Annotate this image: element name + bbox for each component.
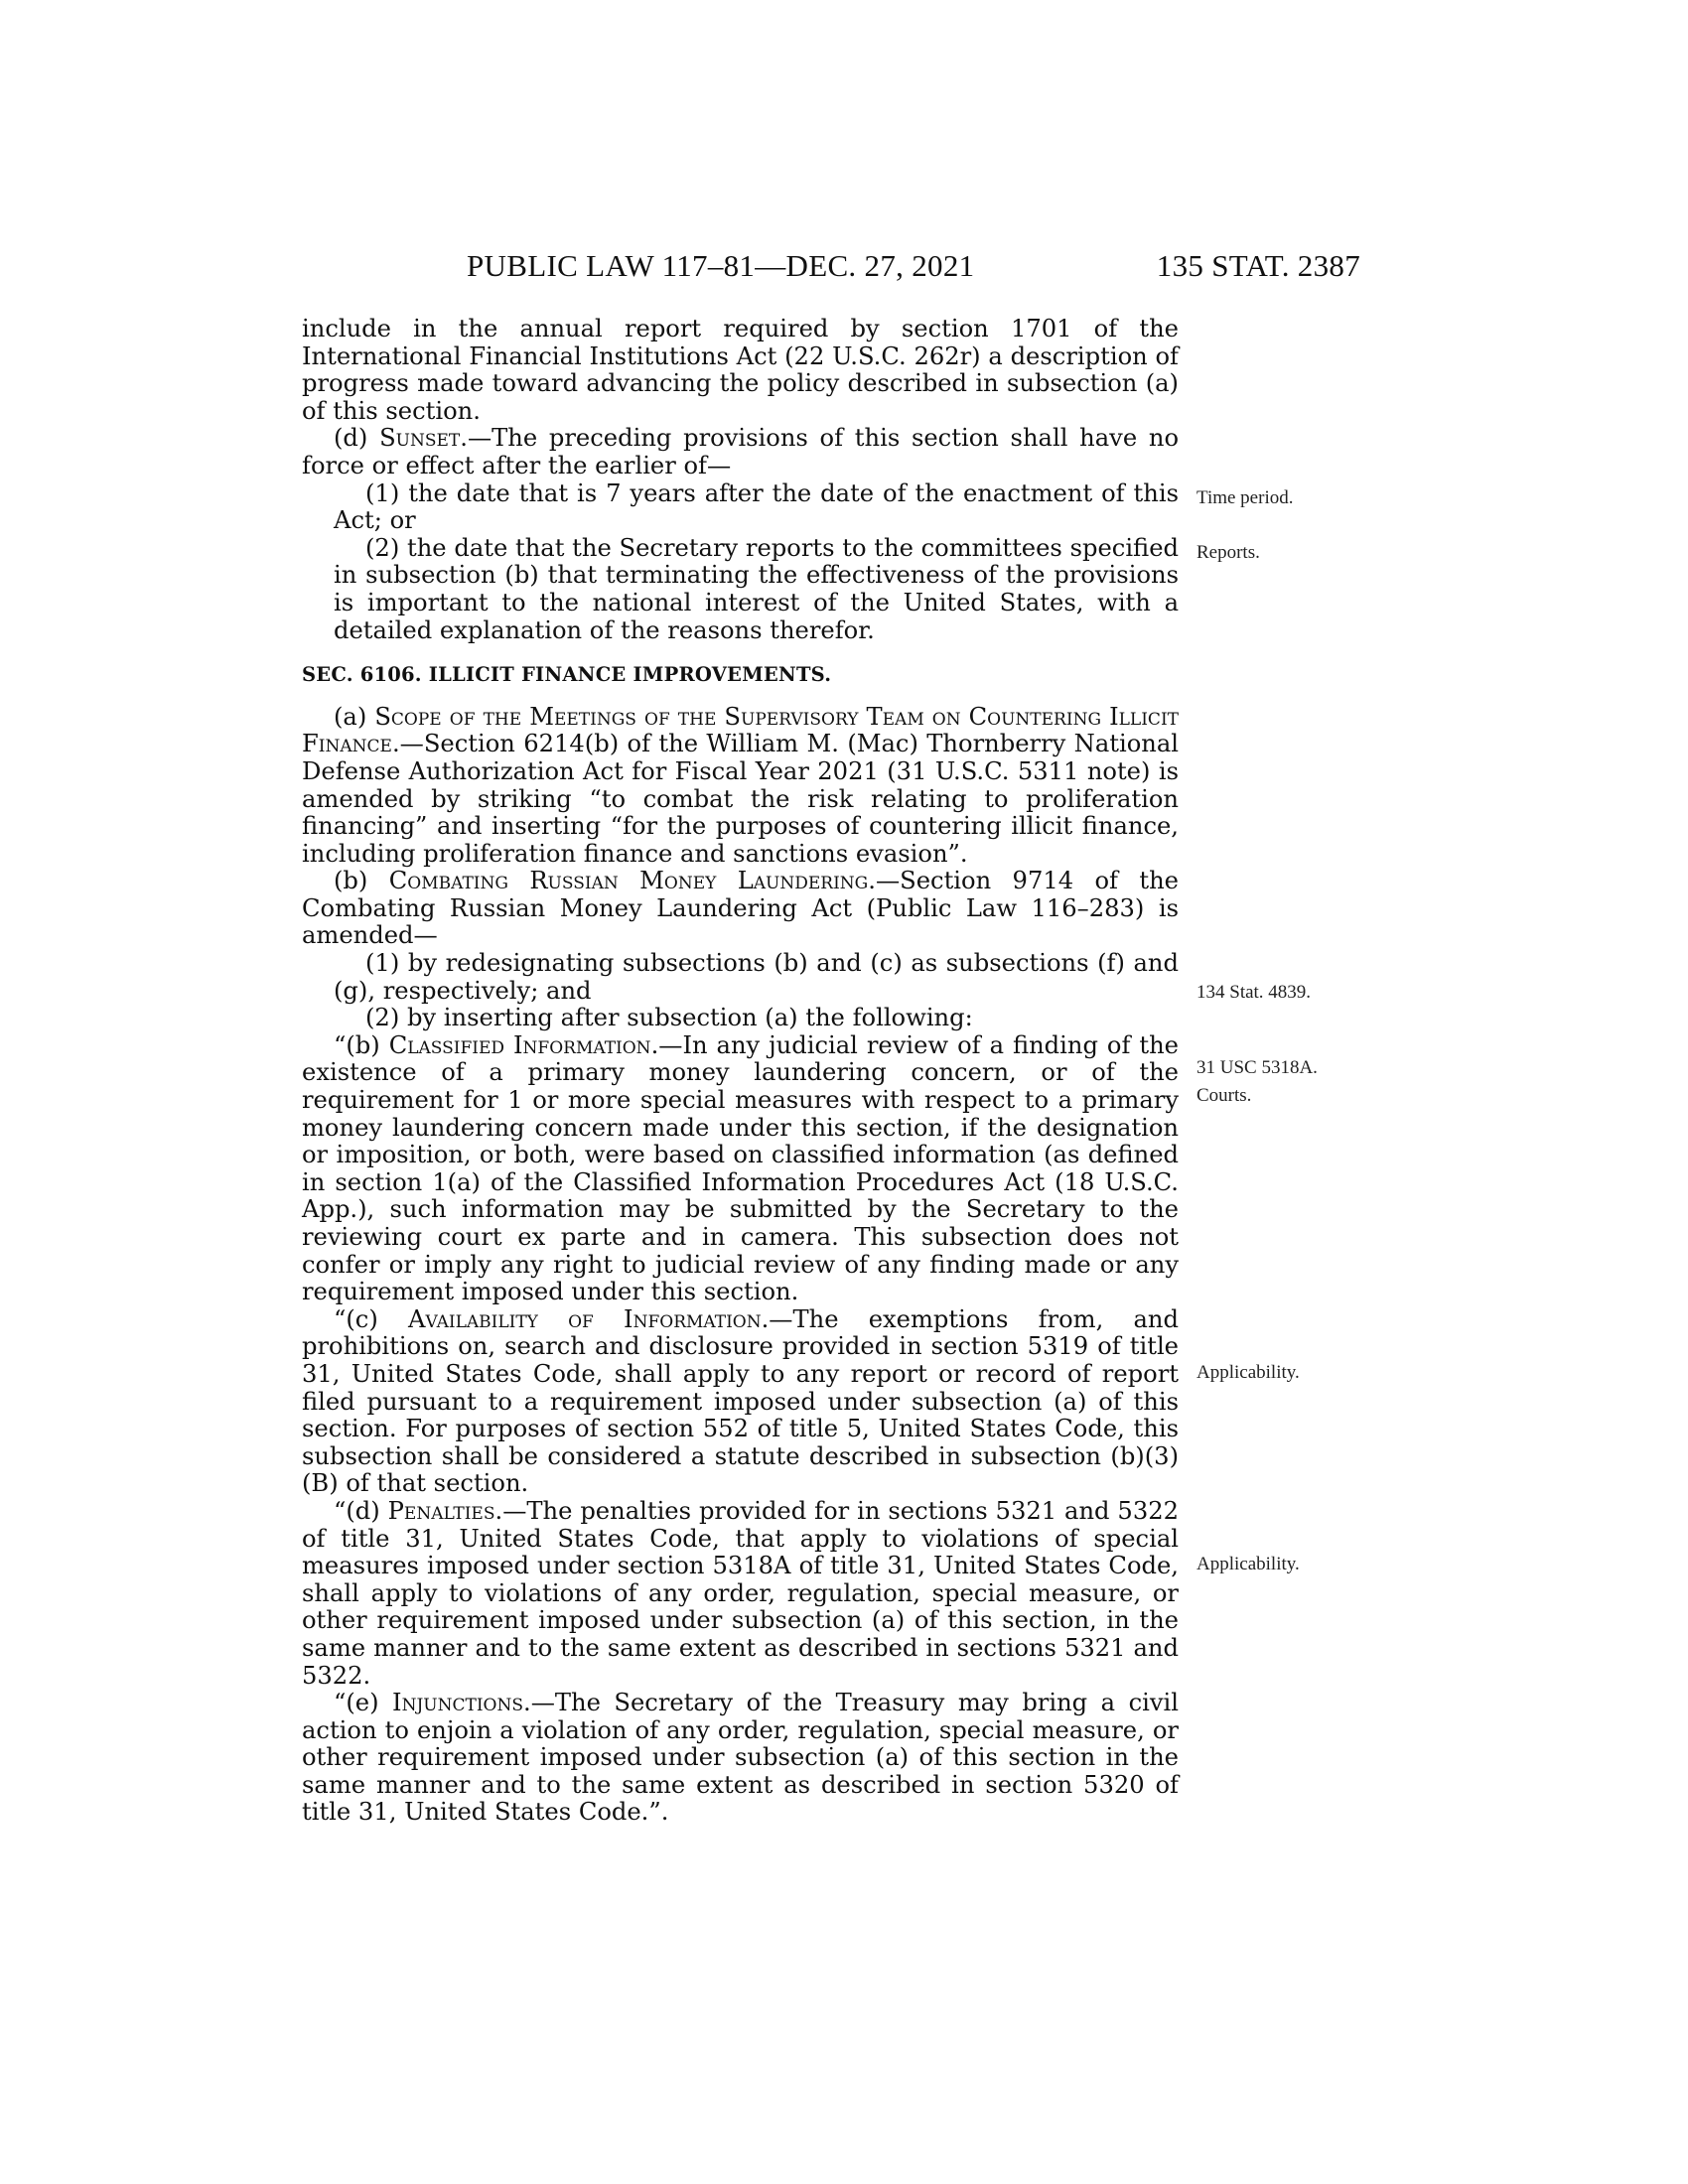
margin-note-time-period: Time period. <box>1196 487 1294 508</box>
paragraph-b: (b) Combating Russian Money Laundering.—Section 9714 of the Combating Russian Money Laundering Act (Public Law 116–283) is amended— <box>302 867 1179 950</box>
body-text <box>302 316 1179 1827</box>
paragraph-quoted-c: “(c) Availability of Information.—The exemptions from, and prohibitions on, search and disclosure provided in section 5319 of title 31, United States Code, shall apply to any report or record of report filed pursuant to a requirement imposed under subsection (a) of this section. For purposes of section 552 of title 5, United States Code, this subsection shall be considered a statute described in subsection (b)(3)(B) of that section. <box>302 1304 1179 1498</box>
sunset-heading: Sunset <box>379 424 461 453</box>
paragraph-quoted-b: “(b) Classified Information.—In any judicial review of a finding of the existence of a primary money laundering concern, or of the requirement for 1 or more special measures with respect to a primary money laundering concern made under this section, if the designation or imposition, or both, were based on classified information (as defined in section 1(a) of the Classified Information Procedures Act (18 U.S.C. App.), such information may be submitted by the Secretary to the reviewing court ex parte and in camera. This subsection does not confer or imply any right to judicial review of any finding made or any requirement imposed under this section. <box>302 1030 1179 1306</box>
injunctions-heading: Injunctions <box>392 1689 524 1717</box>
margin-note-usc: 31 USC 5318A. <box>1196 1057 1318 1078</box>
availability-heading: Availability of Information <box>407 1304 762 1333</box>
paragraph-a: (a) Scope of the Meetings of the Supervisory Team on Countering Illicit Finance.—Section 6214(b) of the William M. (Mac) Thornberry National Defense Authorization Act for Fiscal Year 2021 (31 U.S.C. 5311 note) is amended by striking “to combat the risk relating to proliferation financing” and inserting “for the purposes of countering illicit finance, including proliferation finance and sanctions evasion”. <box>302 702 1179 868</box>
paragraph-b-2: (2) by inserting after subsection (a) the following: <box>365 1004 973 1032</box>
running-header-page-ref: 135 STAT. 2387 <box>1156 248 1360 283</box>
running-header-title: PUBLIC LAW 117–81—DEC. 27, 2021 <box>467 248 975 283</box>
paragraph-quoted-d: “(d) Penalties.—The penalties provided for in sections 5321 and 5322 of title 31, United States Code, that apply to violations of special measures imposed under section 5318A of title 31, United States Code, shall apply to violations of any order, regulation, special measure, or other requirement imposed under subsection (a) of this section, in the same manner and to the same extent as described in sections 5321 and 5322. <box>302 1496 1179 1690</box>
paragraph-sunset: (d) Sunset.—The preceding provisions of this section shall have no force or effect after the earlier of— <box>302 424 1180 479</box>
paragraph-b-1: (1) by redesignating subsections (b) and (c) as subsections (f) and (g), respectively; and <box>334 949 1179 1005</box>
paragraph-continuation: include in the annual report required by section 1701 of the International Financial Institutions Act (22 U.S.C. 262r) a description of progress made toward advancing the policy described in subsection (a) of this section. <box>302 315 1179 425</box>
paragraph-sunset-2: (2) the date that the Secretary reports to the committees specified in subsection (b) that terminating the effectiveness of the provisions is important to the national interest of the United States, with a detailed explanation of the reasons therefor. <box>334 533 1179 644</box>
penalties-heading: Penalties <box>387 1496 495 1525</box>
classified-information-heading: Classified Information <box>388 1030 651 1059</box>
paragraph-sunset-1: (1) the date that is 7 years after the date of the enactment of this Act; or <box>334 478 1179 535</box>
subsection-b-heading: Combating Russian Money Laundering <box>388 867 869 895</box>
margin-note-applicability-1: Applicability. <box>1196 1362 1300 1383</box>
section-heading: SEC. 6106. ILLICIT FINANCE IMPROVEMENTS. <box>302 663 832 687</box>
margin-note-stat: 134 Stat. 4839. <box>1196 982 1312 1003</box>
margin-note-reports: Reports. <box>1196 542 1260 563</box>
margin-note-courts: Courts. <box>1196 1085 1252 1106</box>
margin-note-applicability-2: Applicability. <box>1196 1554 1300 1574</box>
subsection-a-heading: Scope of the Meetings of the Supervisory Team on Countering Illicit Finance <box>302 702 1179 758</box>
paragraph-quoted-e: “(e) Injunctions.—The Secretary of the Treasury may bring a civil action to enjoin a violation of any order, regulation, special measure, or other requirement imposed under subsection (a) of this section in the same manner and to the same extent as described in section 5320 of title 31, United States Code.”. <box>302 1689 1179 1827</box>
